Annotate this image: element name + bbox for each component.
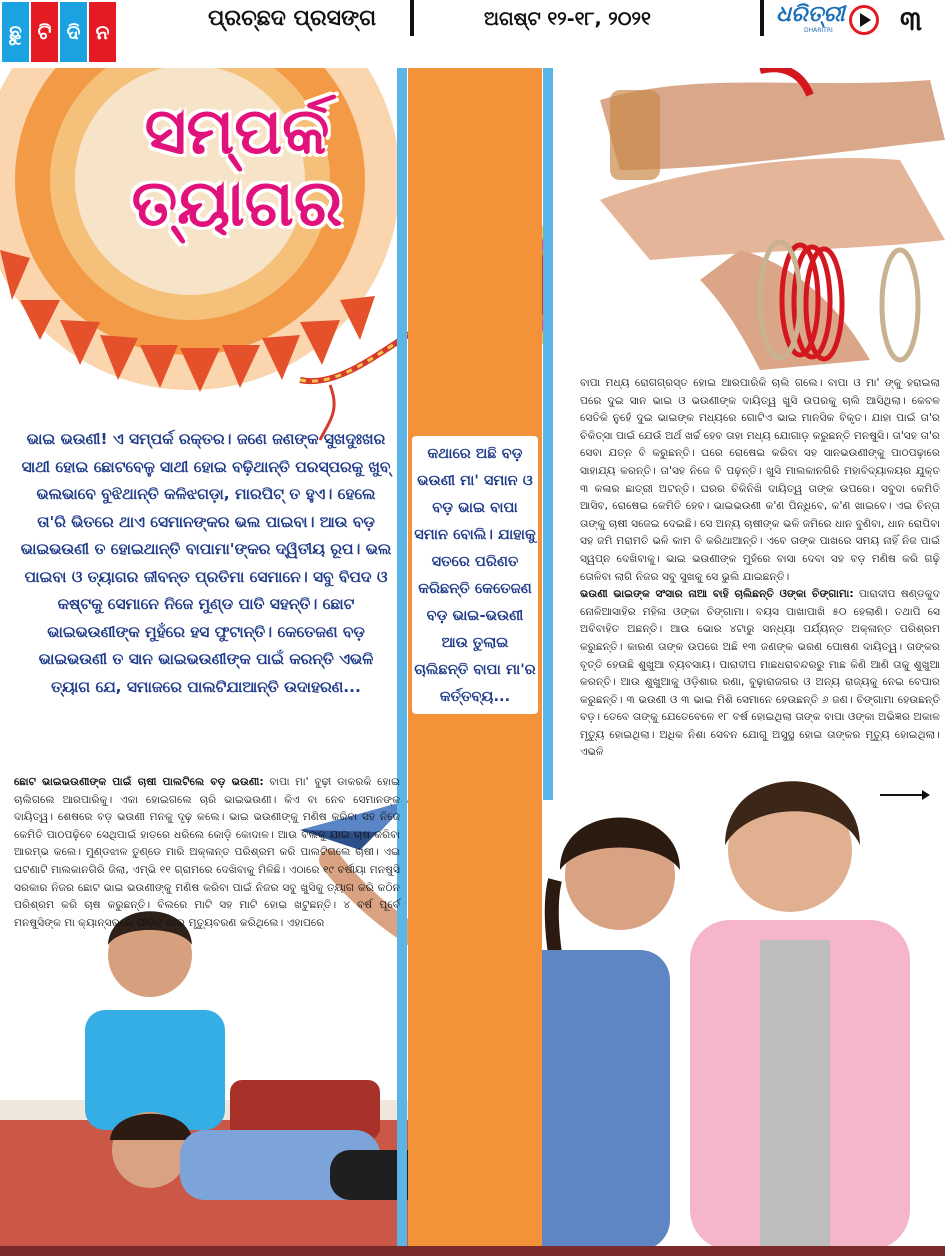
bottom-border xyxy=(0,1246,945,1256)
pull-quote: କଥାରେ ଅଛି ବଡ଼ ଭଉଣୀ ମା' ସମାନ ଓ ବଡ଼ ଭାଇ ବାପା ସମାନ ବୋଲି। ଯାହାକୁ ସତରେ ପରିଣତ କରିଛନ୍ତି କେତେଜଣ ବଡ଼ ଭାଇ-ଭଉଣୀ ଆଉ ତୁଲାଇ ଚାଲିଛନ୍ତି ବାପା ମା'ର କର୍ତ୍ତବ୍ୟ... xyxy=(412,436,538,714)
header-divider xyxy=(760,0,764,36)
section-title: ପ୍ରଚ୍ଛଦ ପ୍ରସଙ୍ଗ xyxy=(208,6,377,31)
newspaper-logo: ଧରିତ୍ରୀ xyxy=(776,2,845,27)
logo-letter: ଟି xyxy=(31,2,58,62)
hands-tying-rakhi-photo xyxy=(553,60,945,370)
title-line-2: ତ୍ୟାଗର xyxy=(131,167,343,241)
body-paragraph xyxy=(580,585,940,761)
logo-letter: ନ xyxy=(89,2,116,62)
page-header xyxy=(0,0,945,68)
logo-letter: ଛୁ xyxy=(2,2,29,62)
page-number: ୩ xyxy=(900,4,923,37)
article-title xyxy=(72,95,402,241)
play-icon xyxy=(849,5,879,35)
issue-date: ଅଗଷ୍ଟ ୧୨-୧୮, ୨୦୨୧ xyxy=(484,8,651,30)
body-text: ପାରାଦୀପ ଷଣ୍ଡକୁଦ ନୋଳିଆସାହିର ମହିଳା ଓଙ୍କା ଚିଙ୍ଗାମା। ବୟସ ପାଖାପାଖି ୫୦ ହେଲାଣି। ତଥାପି ସେ ଅବିବାହିତ ଅଛନ୍ତି। ଆଉ ଭୋର ୪ଟାରୁ ସନ୍ଧ୍ୟା ପର୍ଯ୍ୟନ୍ତ ଅକ୍ଳାନ୍ତ ପରିଶ୍ରମ କରୁଛନ୍ତି। କାରଣ ତାଙ୍କ ଉପରେ ଅଛି ୧୩ ଜଣଙ୍କ ଭରଣ ପୋଷଣ ଦାୟିତ୍ୱ। ତାଙ୍କର ବୃତ୍ତି ହେଉଛି ଶୁଖୁଆ ବ୍ୟବସାୟ। ପାରାଦୀପ ମାଛଧରାବନ୍ଦରରୁ ମାଛ କିଣି ଆଣି ତାକୁ ଶୁଖୁଆ କରନ୍ତି। ଆଉ ଶୁଖୁଆକୁ ଓଡ଼ିଶାର ରଣା, ବୁଢ଼ାରାଜଗର ଓ ଅନ୍ୟ ରାଜ୍ୟକୁ ନେଇ ବେପାର କରୁଛନ୍ତି। ୩ ଭଉଣୀ ଓ ୩ ଭାଇ ମିଶି ସେମାନେ ହେଉଛନ୍ତି ୬ ଜଣ। ଚିଙ୍ଗାମା ହେଉଛନ୍ତି ବଡ଼। ତେବେ ତାଙ୍କୁ ଯେତେବେଳେ ୧୮ ବର୍ଷ ହୋଇଥିଲା ତାଙ୍କ ବାପା ଓଙ୍କା ଅଭିଜ୍ଞର ଅକାଳ ମୃତ୍ୟୁ ହୋଇଥିଲା। ଅଧିକ ନିଶା ସେବନ ଯୋଗୁ ଅସୁସ୍ଥ ହୋଇ ତାଙ୍କର ମୃତ୍ୟୁ ହୋଇଥିଲା। ଏଭଳି xyxy=(580,587,940,759)
continue-arrow-icon xyxy=(880,790,930,800)
logo-letter: ଦି xyxy=(60,2,87,62)
body-paragraph xyxy=(14,773,400,931)
subheading: ଭଉଣୀ ଭାଇଙ୍କ ସଂସାର ନାଆ ବାହି ଚାଲିଛନ୍ତି ଓଙ୍କା ଚିଙ୍ଗାମା: xyxy=(580,587,854,601)
subheading: ଛୋଟ ଭାଇଭଉଣୀଙ୍କ ପାଇଁ ଚାଷୀ ପାଲଟିଲେ ବଡ଼ ଭଉଣୀ: xyxy=(14,775,264,788)
body-column-right xyxy=(580,374,940,761)
header-divider xyxy=(410,0,414,36)
section-logo xyxy=(2,2,116,62)
body-text: ବାପା ମା' ବୁଢ଼ୀ ଡାକରକି ହୋଇ ଚାଲିଗଲେ ଆରପାରିକୁ। ଏକା ହୋଇଗଲେ ଚାରି ଭାଇଭଉଣୀ। କିଏ ବା ନେବ ସେମାନଙ୍କ ଦାୟିତ୍ୱ। ଶେଷରେ ବଡ଼ ଭଉଣୀ ମନକୁ ଦୃଢ଼ କଲେ। ଭାଇ ଭଉଣୀଙ୍କୁ ମଣିଷ କରିବା ସହ ନିଜେ କେମିତି ପାଠପଢ଼ିବେ ସେଥିପାଇଁ ହାତରେ ଧରିଲେ କୋଡ଼ି କୋଦାଳ। ଆଉ ବିଲକୁ ଯାଇ ଚାଷ କରିବା ଆରମ୍ଭ କଲେ। ମୁଣ୍ଡଝାଳ ତୁଣ୍ଡେ ମାରି ଅକ୍ଳାନ୍ତ ପରିଶ୍ରମ କରି ପାଲଟିଗଲେ ଚାଷୀ। ଏଇ ଘଟଣାଟି ମାଲକାନଗିରି ଜିଲା, ଏମ୍‌ଭି ୧୧ ଗ୍ରାମରେ ଦେଖିବାକୁ ମିଳିଛି। ଏଠାରେ ୧୯ ବର୍ଷୀୟା ମନଷୁସି ସରକାର ନିଜର ଛୋଟ ଭାଇ ଭଉଣୀଙ୍କୁ ମଣିଷ କରିବା ପାଇଁ ନିଜର ସବୁ ଖୁସିକୁ ତ୍ୟାଗ କରି କଠିନ ପରିଶ୍ରମ କରି ଚାଷ କରୁଛନ୍ତି। ବିଲରେ ମାଟି ସହ ମାଟି ହୋଇ ଖଟୁଛନ୍ତି। ୪ ବର୍ଷ ପୂର୍ବେ ମନଷୁସିଙ୍କ ମା କ୍ୟାନ୍ସରରେ ପୀଡ଼ିତ ଥାଇ ମୃତ୍ୟୁବରଣ କରିଥିଲେ। ଏହାପରେ xyxy=(14,775,401,929)
title-line-1: ସମ୍ପର୍କ xyxy=(144,95,330,169)
body-column-left xyxy=(14,773,400,931)
blue-accent-stripe-right xyxy=(543,60,553,800)
newspaper-logo-sub: DHARITRI xyxy=(804,27,833,34)
blue-accent-stripe xyxy=(397,60,407,1256)
body-paragraph: ବାପା ମଧ୍ୟ ରୋଗଗ୍ରସ୍ତ ହୋଇ ଆରପାରିକି ଚାଲି ଗଲେ। ବାପା ଓ ମା' ଙ୍କୁ ହରାଇଲା ପରେ ଦୁଇ ସାନ ଭାଇ ଓ ଭଉଣୀଙ୍କ ଦାୟିତ୍ୱ ଖୁସି ଉପରକୁ ଚାଲି ଆସିଥିଲା। କେବଳ ସେତିକି ନୁହେଁ ଦୁଇ ଭାଇଙ୍କ ମଧ୍ୟରେ ଗୋଟିଏ ଭାଇ ମାନସିକ ବିକୃତ। ଯାହା ପାଇଁ ତା'ର ଚିକିତ୍ସା ପାଇଁ ଯେଉଁ ଅର୍ଥ ଖର୍ଚ୍ଚ ହେବ ତାହା ମଧ୍ୟ ଯୋଗାଡ଼ କରୁଛନ୍ତି ମନଷୁସି। ତା'ସହ ତା'ର ସେବା ଯତ୍ନ ବି କରୁଛନ୍ତି। ଘରେ ରୋଷେଇ କରିବା ସହ ସାନଭଉଣୀଙ୍କୁ ପାଠପଢ଼ାରେ ସାହାଯ୍ୟ କରନ୍ତି। ତା'ସହ ନିଜେ ବି ପଢ଼ନ୍ତି। ଖୁସି ମାଲକାନଗିରି ମହାବିଦ୍ୟାଳୟର ଯୁକ୍ତ ୩ କଳାର ଛାତ୍ରୀ ଅଟନ୍ତି। ଘରର ଚିକିନିଖି ଦାୟିତ୍ୱ ତାଙ୍କ ଉପରେ। ସବୁଦା କେମିତି ଆସିବ, ରୋଷେଇ କେମିତି ହେବ। ଭାଇଭଉଣୀ କ'ଣ ପିନ୍ଧିବେ, କ'ଣ ଖାଇବେ। ଏଇ ଚିନ୍ତା ତାଙ୍କୁ ଚାଷୀ ସଜେଇ ଦେଇଛି। ସେ ଅନ୍ୟ ଚାଷୀଙ୍କ ଭଳି ଜମିରେ ଧାନ ବୁଣିବା, ଧାନ ରୋପିବା ସହ ଜମି ମରାମତି ଭଳି କାମ ବି କରିଥାଆନ୍ତି। ଏବେ ତାଙ୍କ ପାଖରେ ସମୟ ନାହିଁ ନିଜ ପାଇଁ ସ୍ୱପ୍ନ ଦେଖିବାକୁ। ଭାଇ ଭଉଣୀଙ୍କ ମୁହଁରେ ବାସା ଦେବା ସହ ବଡ଼ ମଣିଷ କରି ଗଢ଼ି ତୋଳିବା ଲାଗି ନିଜର ସବୁ ସୁଖକୁ ସେ ଭୁଲି ଯାଇଛନ୍ତି। xyxy=(580,376,940,583)
article-intro: ଭାଇ ଭଉଣୀ! ଏ ସମ୍ପର୍କ ରକ୍ତର। ଜଣେ ଜଣଙ୍କ ସୁଖଦୁଃଖର ସାଥୀ ହୋଇ ଛୋଟବେଳୁ ସାଥୀ ହୋଇ ବଢ଼ିଥାନ୍ତି ପରସ୍ପରକୁ ଖୁବ୍ ଭଲଭାବେ ବୁଝିଥାନ୍ତି କଳିଝଗଡ଼ା, ମାରପିଟ୍ ତ ହୁଏ। ହେଲେ ତା'ରି ଭିତରେ ଥାଏ ସେମାନଙ୍କର ଭଲ ପାଇବା। ଆଉ ବଡ଼ ଭାଇଭଉଣୀ ତ ହୋଇଥାନ୍ତି ବାପାମା'ଙ୍କର ଦ୍ୱିତୀୟ ରୂପ। ଭଲ ପାଇବା ଓ ତ୍ୟାଗର ଜୀବନ୍ତ ପ୍ରତିମା ସେମାନେ। ସବୁ ବିପଦ ଓ କଷ୍ଟକୁ ସେମାନେ ନିଜେ ମୁଣ୍ଡ ପାତି ସହନ୍ତି। ଛୋଟ ଭାଇଭଉଣୀଙ୍କ ମୁହଁରେ ହସ ଫୁଟାନ୍ତି। କେତେଜଣ ବଡ଼ ଭାଇଭଉଣୀ ତ ସାନ ଭାଇଭଉଣୀଙ୍କ ପାଇଁ କରନ୍ତି ଏଭଳି ତ୍ୟାଗ ଯେ, ସମାଜରେ ପାଲଟିଯାଆନ୍ତି ଉଦାହରଣ... xyxy=(20,430,392,696)
